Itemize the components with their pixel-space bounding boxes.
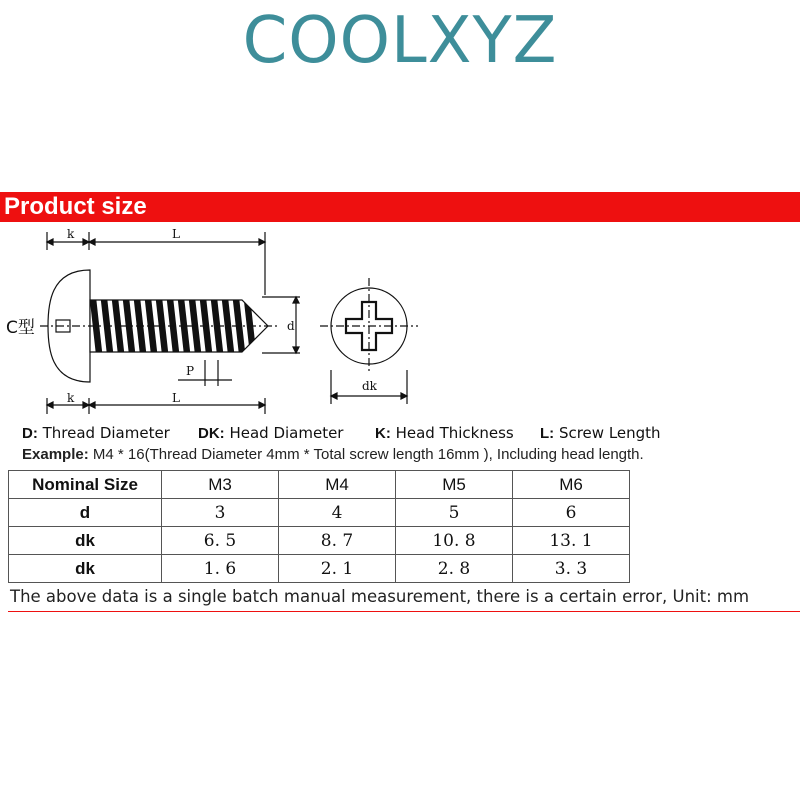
table-header-cell: M3 [162, 471, 279, 499]
legend-item-l: L: Screw Length [540, 424, 661, 442]
table-row [9, 555, 630, 583]
length-dimension-label: L [172, 227, 180, 241]
screw-dimension-diagram [0, 222, 800, 422]
head-diameter-label: dk [362, 379, 377, 393]
table-row-label: dk [9, 555, 162, 583]
diameter-label: d [287, 319, 295, 333]
table-cell: 1. 6 [162, 555, 279, 583]
length-dimension-label-bottom: L [172, 391, 180, 405]
k-dimension-label: k [67, 227, 75, 241]
table-cell: 10. 8 [396, 527, 513, 555]
table-header-row [9, 471, 630, 499]
table-header-cell: M6 [513, 471, 630, 499]
table-header-cell: Nominal Size [9, 471, 162, 499]
section-banner: Product size [0, 192, 800, 221]
table-cell: 2. 1 [279, 555, 396, 583]
table-cell: 13. 1 [513, 527, 630, 555]
table-cell: 5 [396, 499, 513, 527]
example-line: Example: M4 * 16(Thread Diameter 4mm * Total screw length 16mm ), Including head length. [22, 446, 644, 463]
table-header-cell: M4 [279, 471, 396, 499]
measurement-note: The above data is a single batch manual measurement, there is a certain error, Unit: mm [10, 587, 750, 606]
table-cell: 3 [162, 499, 279, 527]
screw-side-view [40, 232, 300, 414]
table-cell: 6. 5 [162, 527, 279, 555]
table-header-cell: M5 [396, 471, 513, 499]
table-row [9, 499, 630, 527]
legend-item-k: K: Head Thickness [375, 424, 514, 442]
example-text: M4 * 16(Thread Diameter 4mm * Total screw length 16mm ), Including head length. [92, 446, 644, 463]
table-cell: 8. 7 [279, 527, 396, 555]
pitch-label: P [186, 364, 195, 378]
k-dimension-label-bottom: k [67, 391, 75, 405]
table-row-label: d [9, 499, 162, 527]
table-row-label: dk [9, 527, 162, 555]
table-cell: 6 [513, 499, 630, 527]
legend-item-d: D: Thread Diameter [22, 424, 170, 442]
brand-logo: COOLXYZ [242, 4, 558, 78]
table-row [9, 527, 630, 555]
table-cell: 3. 3 [513, 555, 630, 583]
head-type-label: C型 [6, 318, 35, 338]
table-cell: 2. 8 [396, 555, 513, 583]
legend-item-dk: DK: Head Diameter [198, 424, 344, 442]
spec-table [8, 470, 630, 583]
note-rule [8, 611, 800, 612]
table-cell: 4 [279, 499, 396, 527]
